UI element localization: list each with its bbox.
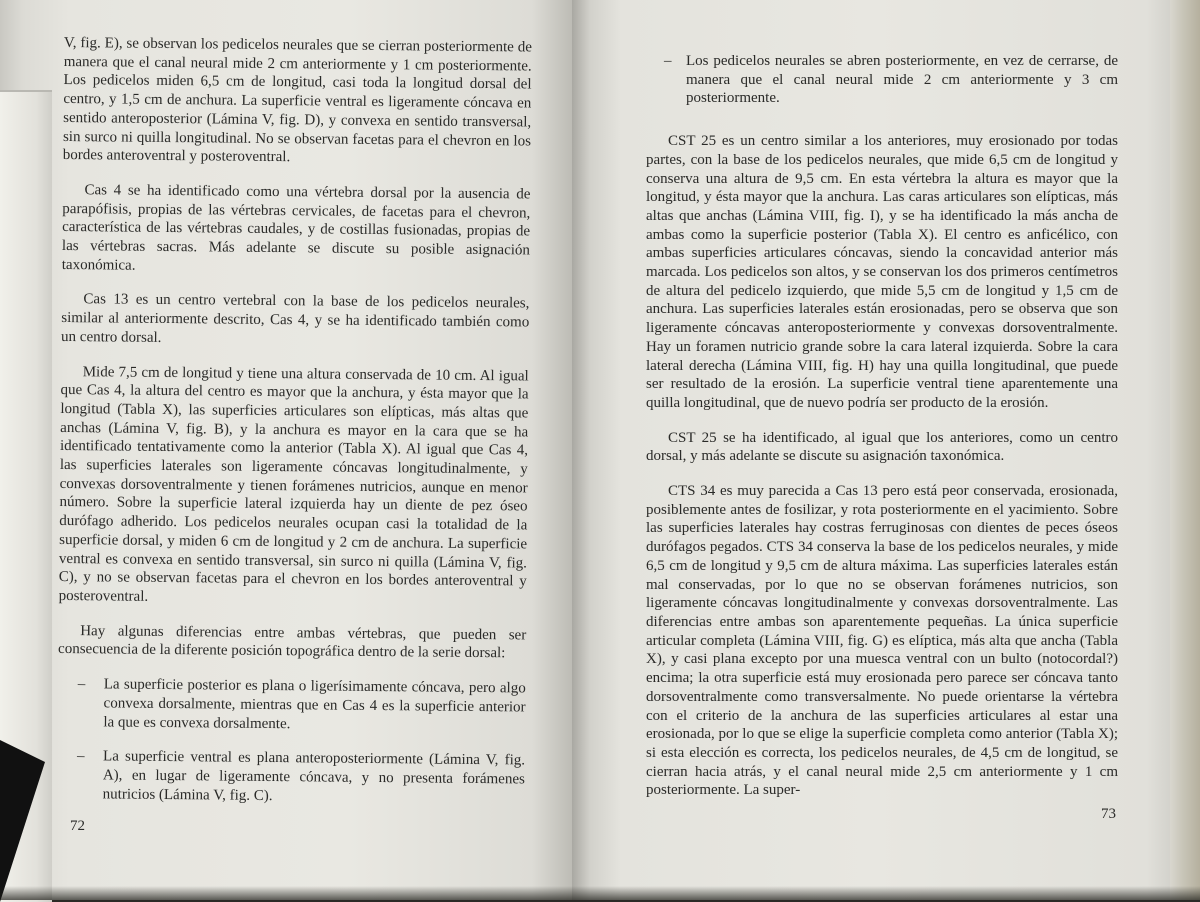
left-page-text xyxy=(56,34,532,824)
page-number-right: 73 xyxy=(1101,806,1116,822)
paragraph: CST 25 se ha identificado, al igual que los anteriores, como un centro dorsal, y más adelante se discute su asignación taxonómica. xyxy=(646,429,1118,465)
paragraph: Cas 4 se ha identificado como una vértebra dorsal por la ausencia de parapófisis, propias de las vértebras cervicales, de facetas para el chevron, característica de las vértebras caudales, y de costillas fusionadas, propias de las vértebras sacras. Más adelante se discute su posible asignación taxonómica. xyxy=(61,182,531,274)
dark-corner xyxy=(0,740,45,902)
paragraph: Mide 7,5 cm de longitud y tiene una altura conservada de 10 cm. Al igual que Cas 4, la altura del centro es mayor que la anchura, y ésta mayor que la longitud (Tabla X), las superficies articulares son elípticas, más altas que anchas (Lámina V, fig. B), y la anchura es mayor en la cara que se ha identificado tentativamente como la anterior (Tabla X). Al igual que Cas 4, las superficies laterales son ligeramente cóncavas longitudinalmente, y convexas dorsoventralmente y tienen forámenes nutricios, aunque en menor número. Sobre la superficie lateral izquierda hay un diente de pez óseo durófago adherido. Los pedicelos neurales ocupan casi la totalidad de la superficie dorsal, y miden 6 cm de longitud y 2 cm de anchura. La superficie ventral es convexa en sentido transversal, sin surco ni quilla (Lámina V, fig. C), y no se observan facetas para el chevron en los bordes anteroventral y posteroventral. xyxy=(58,363,529,605)
dash-list-item xyxy=(77,747,526,807)
paragraph: V, fig. E), se observan los pedicelos neurales que se cierran posteriormente de manera que el canal neural mide 2 cm anteriormente y 1 cm posteriormente. Los pedicelos miden 6,5 cm de longitud, casi toda la longitud dorsal del centro, y 1,5 cm de anchura. La superficie ventral es ligeramente cóncava en sentido anteroposterior (Lámina V, fig. D), y convexa en sentido transversal, sin surco ni quilla longitudinal. No se observan facetas para el chevron en los bordes anteroventral y posteroventral. xyxy=(62,34,532,166)
dash-list-item xyxy=(77,675,526,735)
dash-marker: – xyxy=(76,748,85,765)
right-page-text xyxy=(646,52,1118,816)
dash-item-text: Los pedicelos neurales se abren posteriormente, en vez de cerrarse, de manera que el canal neural mide 2 cm anteriormente y 3 cm posteriormente. xyxy=(686,53,1118,107)
paragraph: CTS 34 es muy parecida a Cas 13 pero está peor conservada, erosionada, posiblemente antes de fosilizar, y rota posteriormente en el yacimiento. Sobre las superficies laterales hay costras ferruginosas con dientes de peces óseos durófagos pegados. CTS 34 conserva la base de los pedicelos neurales, y mide 6,5 cm de longitud y 9,5 cm de altura máxima. Las superficies laterales están mal conservadas, por lo que no se observan forámenes nutricios, son ligeramente cóncavas longitudinalmente y convexas dorsoventralmente. Las diferencias entre ambas son aparentemente pequeñas. La única superficie articular completa (Lámina VIII, fig. G) es elíptica, más alta que ancha (Tabla X), y casi plana excepto por una muesca ventral con un bulto (notocordal?) encima; la otra superficie está muy erosionada pero parece ser cóncava tanto dorsoventralmente como transversalmente. No puede orientarse la vértebra con el criterio de la anchura de las superficies articulares al estar una erosionada, por lo que se elige la superficie completa como anterior (Tabla X); si esta elección es correcta, los pedicelos neurales, de 4,5 cm de longitud, se cierran hacia atrás, y el canal neural mide 2,5 cm anteriormente y 1 cm posteriormente. La super- xyxy=(646,483,1118,799)
dash-item-text: La superficie ventral es plana anteroposteriormente (Lámina V, fig. A), en lugar de ligeramente cóncava, y no presenta forámenes nutricios (Lámina V, fig. C). xyxy=(102,748,526,804)
dash-item-text: La superficie posterior es plana o ligerísimamente cóncava, pero algo convexa dorsalmente, mientras que en Cas 4 es la superficie anterior la que es convexa dorsalmente. xyxy=(103,676,526,732)
dash-marker: – xyxy=(77,676,86,693)
bottom-shadow xyxy=(0,886,1200,900)
paragraph: Cas 13 es un centro vertebral con la base de los pedicelos neurales, similar al anteriormente descrito, Cas 4, y se ha identificado también como un centro dorsal. xyxy=(61,291,530,346)
dash-list-item xyxy=(664,52,1118,108)
paragraph: Hay algunas diferencias entre ambas vértebras, que pueden ser consecuencia de la diferente posición topográfica dentro de la serie dorsal: xyxy=(58,622,527,662)
dash-marker: – xyxy=(664,53,672,69)
page-number-left: 72 xyxy=(70,818,85,834)
paragraph: CST 25 es un centro similar a los anteriores, muy erosionado por todas partes, con la base de los pedicelos neurales, que mide 6,5 cm de longitud y conserva una altura de 9,5 cm. En esta vértebra la altura es mayor que la longitud, y ésta mayor que la anchura. Las caras articulares son elípticas, más altas que anchas (Lámina VIII, fig. I), y se ha identificado la más ancha de ambas como la superficie posterior (Tabla X). El centro es anficélico, con ambas superficies articulares cóncavas, siendo la concavidad anterior más marcada. Los pedicelos son altos, y se conservan los dos primeros centímetros de altura del pedicelo izquierdo, que mide 5,5 cm de longitud y 1,5 cm de anchura. Las superficies laterales están erosionadas, pero se observa que son ligeramente cóncavas anteroposteriormente y convexas dorsoventralmente. Hay un foramen nutricio grande sobre la cara lateral izquierda. Sobre la cara lateral derecha (Lámina VIII, fig. H) hay una quilla longitudinal, que puede ser resultado de la erosión. La superficie ventral tiene aparentemente una quilla longitudinal, que de nuevo podría ser producto de la erosión. xyxy=(646,133,1118,411)
right-page-edges xyxy=(1170,0,1200,900)
